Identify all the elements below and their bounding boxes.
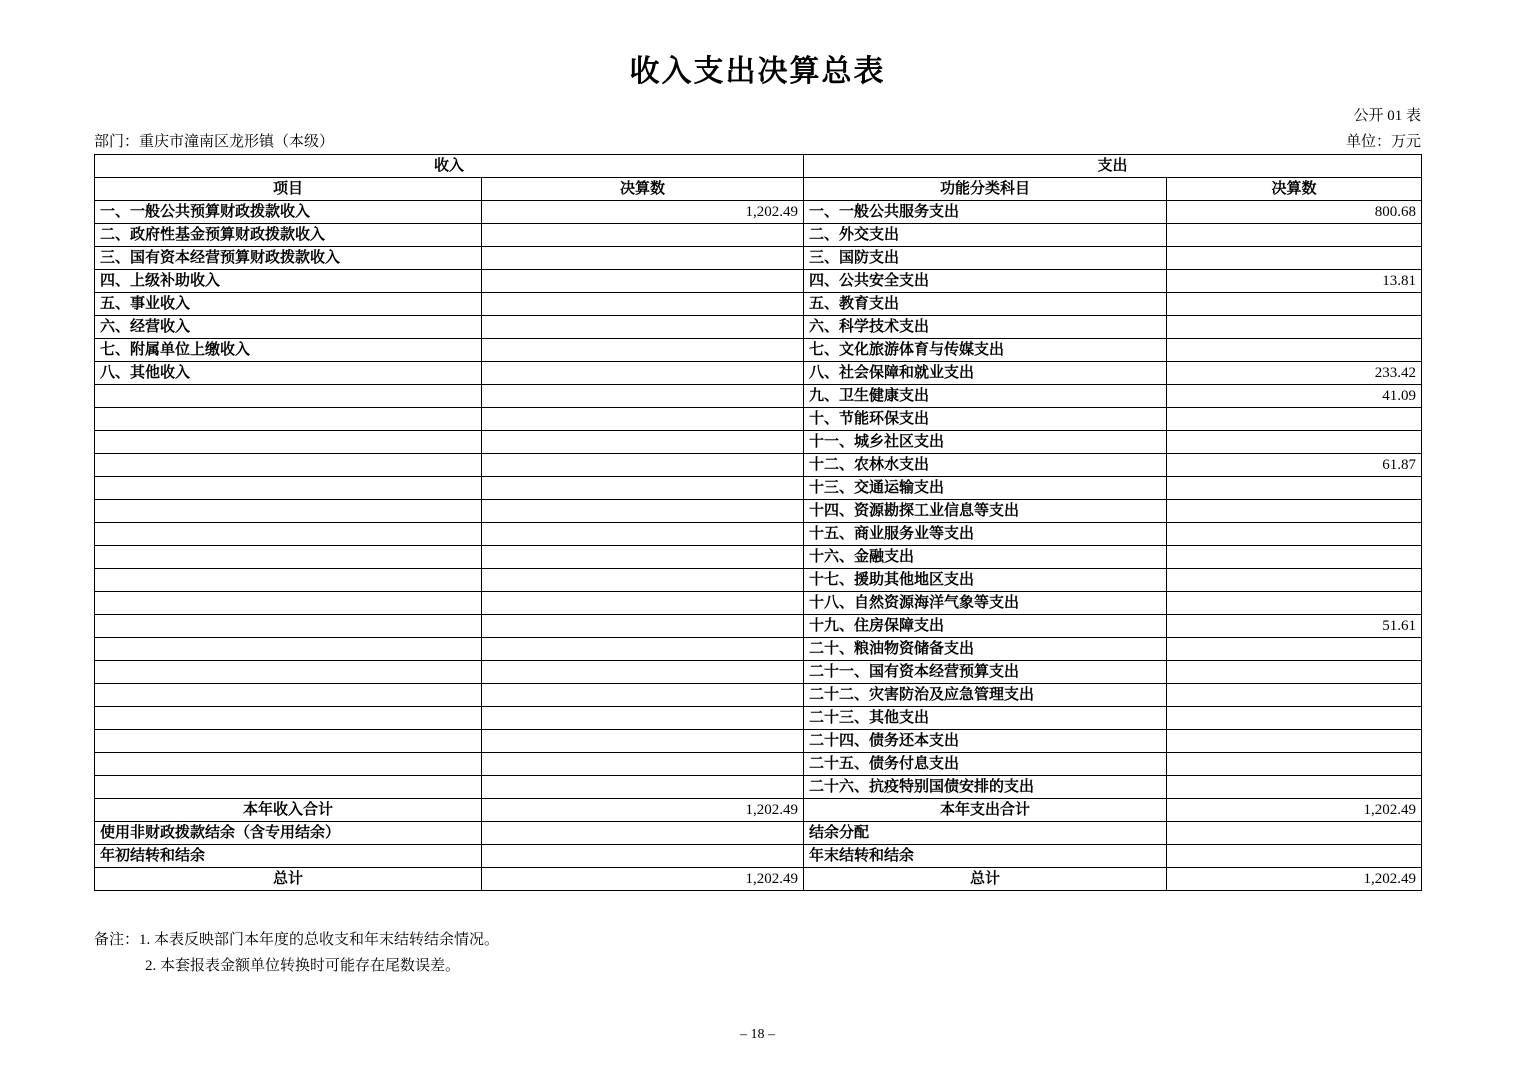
table-row — [95, 661, 1422, 684]
expenditure-item-cell: 二十六、抗疫特别国债安排的支出 — [804, 776, 1167, 799]
notes-label: 备注： — [94, 932, 140, 948]
revenue-amount-cell — [482, 661, 804, 684]
column-header-row — [95, 178, 1422, 201]
expenditure-amount-cell — [1167, 684, 1422, 707]
column-header-amount-2: 决算数 — [1167, 178, 1422, 201]
expenditure-item-cell: 十三、交通运输支出 — [804, 477, 1167, 500]
revenue-amount-cell — [482, 638, 804, 661]
revenue-item-cell — [95, 523, 482, 546]
expenditure-item-cell: 三、国防支出 — [804, 247, 1167, 270]
expenditure-amount-cell — [1167, 408, 1422, 431]
table-code-label: 公开 01 表 — [1353, 108, 1421, 124]
table-row — [95, 730, 1422, 753]
expenditure-amount-cell — [1167, 753, 1422, 776]
expenditure-amount-cell — [1167, 224, 1422, 247]
table-row — [95, 408, 1422, 431]
expenditure-item-cell: 二十四、债务还本支出 — [804, 730, 1167, 753]
expenditure-amount-cell — [1167, 730, 1422, 753]
expenditure-amount-cell — [1167, 546, 1422, 569]
revenue-item-cell — [95, 500, 482, 523]
table-row — [95, 592, 1422, 615]
summary-row — [95, 868, 1422, 891]
revenue-amount-cell — [482, 569, 804, 592]
revenue-item-cell — [95, 454, 482, 477]
table-row — [95, 753, 1422, 776]
page-title: 收入支出决算总表 — [629, 55, 886, 88]
revenue-amount-cell — [482, 523, 804, 546]
revenue-item-cell — [95, 592, 482, 615]
revenue-amount-cell: 1,202.49 — [482, 868, 804, 891]
table-row — [95, 362, 1422, 385]
revenue-amount-cell — [482, 431, 804, 454]
expenditure-amount-cell — [1167, 661, 1422, 684]
revenue-item-cell: 使用非财政拨款结余（含专用结余） — [95, 822, 482, 845]
page-number: – 18 – — [740, 1027, 775, 1042]
expenditure-item-cell: 十六、金融支出 — [804, 546, 1167, 569]
expenditure-item-cell: 十五、商业服务业等支出 — [804, 523, 1167, 546]
revenue-item-cell — [95, 638, 482, 661]
revenue-item-cell — [95, 569, 482, 592]
revenue-item-cell: 七、附属单位上缴收入 — [95, 339, 482, 362]
summary-row — [95, 822, 1422, 845]
table-row — [95, 270, 1422, 293]
note-item-1: 1. 本表反映部门本年度的总收支和年末结转结余情况。 — [139, 932, 500, 948]
table-body — [95, 201, 1422, 891]
expenditure-item-cell: 结余分配 — [804, 822, 1167, 845]
expenditure-item-cell: 九、卫生健康支出 — [804, 385, 1167, 408]
revenue-item-cell — [95, 707, 482, 730]
revenue-item-cell — [95, 385, 482, 408]
revenue-amount-cell — [482, 822, 804, 845]
revenue-amount-cell — [482, 707, 804, 730]
expenditure-amount-cell — [1167, 500, 1422, 523]
expenditure-item-cell: 十四、资源勘探工业信息等支出 — [804, 500, 1167, 523]
expenditure-amount-cell: 1,202.49 — [1167, 868, 1422, 891]
table-row — [95, 431, 1422, 454]
expenditure-item-cell: 年末结转和结余 — [804, 845, 1167, 868]
expenditure-amount-cell: 233.42 — [1167, 362, 1422, 385]
expenditure-amount-cell — [1167, 477, 1422, 500]
revenue-amount-cell — [482, 454, 804, 477]
revenue-amount-cell — [482, 385, 804, 408]
expenditure-item-cell: 六、科学技术支出 — [804, 316, 1167, 339]
expenditure-amount-cell — [1167, 431, 1422, 454]
revenue-amount-cell — [482, 362, 804, 385]
table-row — [95, 293, 1422, 316]
expenditure-item-cell: 七、文化旅游体育与传媒支出 — [804, 339, 1167, 362]
expenditure-item-cell: 十一、城乡社区支出 — [804, 431, 1167, 454]
table-row — [95, 615, 1422, 638]
expenditure-item-cell: 二、外交支出 — [804, 224, 1167, 247]
revenue-amount-cell — [482, 408, 804, 431]
expenditure-item-cell: 二十三、其他支出 — [804, 707, 1167, 730]
table-row — [95, 638, 1422, 661]
table-row — [95, 454, 1422, 477]
expenditure-item-cell: 一、一般公共服务支出 — [804, 201, 1167, 224]
column-header-subject: 功能分类科目 — [804, 178, 1167, 201]
revenue-item-cell — [95, 477, 482, 500]
expenditure-amount-cell: 800.68 — [1167, 201, 1422, 224]
revenue-amount-cell — [482, 546, 804, 569]
revenue-item-cell — [95, 546, 482, 569]
table-row — [95, 684, 1422, 707]
note-line-1 — [94, 927, 1421, 953]
unit-label: 单位：万元 — [1345, 134, 1421, 150]
expenditure-amount-cell: 41.09 — [1167, 385, 1422, 408]
table-row — [95, 569, 1422, 592]
revenue-section-header: 收入 — [95, 155, 804, 178]
revenue-item-cell — [95, 684, 482, 707]
expenditure-amount-cell — [1167, 822, 1422, 845]
expenditure-amount-cell — [1167, 523, 1422, 546]
revenue-item-cell: 五、事业收入 — [95, 293, 482, 316]
revenue-item-cell: 六、经营收入 — [95, 316, 482, 339]
revenue-amount-cell — [482, 615, 804, 638]
revenue-amount-cell — [482, 753, 804, 776]
revenue-amount-cell — [482, 270, 804, 293]
expenditure-amount-cell: 1,202.49 — [1167, 799, 1422, 822]
expenditure-amount-cell — [1167, 776, 1422, 799]
table-row — [95, 477, 1422, 500]
expenditure-item-cell: 十九、住房保障支出 — [804, 615, 1167, 638]
notes-block — [94, 927, 1421, 980]
revenue-amount-cell — [482, 247, 804, 270]
revenue-item-cell — [95, 661, 482, 684]
note-line-2 — [94, 953, 1421, 979]
expenditure-item-cell: 十、节能环保支出 — [804, 408, 1167, 431]
meta-row — [94, 130, 1421, 151]
revenue-item-cell: 四、上级补助收入 — [95, 270, 482, 293]
revenue-amount-cell — [482, 684, 804, 707]
table-row — [95, 385, 1422, 408]
revenue-amount-cell — [482, 293, 804, 316]
revenue-amount-cell — [482, 316, 804, 339]
revenue-amount-cell — [482, 845, 804, 868]
expenditure-amount-cell — [1167, 707, 1422, 730]
table-row — [95, 247, 1422, 270]
expenditure-item-cell: 二十、粮油物资储备支出 — [804, 638, 1167, 661]
revenue-item-cell: 八、其他收入 — [95, 362, 482, 385]
revenue-item-cell — [95, 753, 482, 776]
expenditure-item-cell: 十七、援助其他地区支出 — [804, 569, 1167, 592]
revenue-item-cell: 总计 — [95, 868, 482, 891]
table-row — [95, 546, 1422, 569]
revenue-amount-cell: 1,202.49 — [482, 799, 804, 822]
expenditure-item-cell: 十二、农林水支出 — [804, 454, 1167, 477]
expenditure-amount-cell — [1167, 638, 1422, 661]
revenue-amount-cell — [482, 730, 804, 753]
revenue-amount-cell — [482, 592, 804, 615]
revenue-item-cell: 一、一般公共预算财政拨款收入 — [95, 201, 482, 224]
expenditure-item-cell: 二十一、国有资本经营预算支出 — [804, 661, 1167, 684]
revenue-item-cell: 年初结转和结余 — [95, 845, 482, 868]
revenue-item-cell — [95, 615, 482, 638]
revenue-item-cell — [95, 431, 482, 454]
summary-row — [95, 799, 1422, 822]
expenditure-amount-cell — [1167, 316, 1422, 339]
revenue-item-cell: 本年收入合计 — [95, 799, 482, 822]
department-label: 部门：重庆市潼南区龙形镇（本级） — [94, 134, 335, 150]
table-row — [95, 776, 1422, 799]
expenditure-amount-cell: 61.87 — [1167, 454, 1422, 477]
table-row — [95, 523, 1422, 546]
expenditure-amount-cell: 51.61 — [1167, 615, 1422, 638]
revenue-amount-cell — [482, 477, 804, 500]
table-row — [95, 224, 1422, 247]
revenue-amount-cell: 1,202.49 — [482, 201, 804, 224]
expenditure-amount-cell — [1167, 293, 1422, 316]
table-row — [95, 201, 1422, 224]
expenditure-amount-cell — [1167, 339, 1422, 362]
table-header — [95, 155, 1422, 201]
expenditure-section-header: 支出 — [804, 155, 1422, 178]
note-item-2: 2. 本套报表金额单位转换时可能存在尾数误差。 — [145, 958, 461, 975]
expenditure-item-cell: 五、教育支出 — [804, 293, 1167, 316]
budget-summary-table — [94, 154, 1422, 891]
revenue-amount-cell — [482, 339, 804, 362]
table-row — [95, 316, 1422, 339]
expenditure-item-cell: 十八、自然资源海洋气象等支出 — [804, 592, 1167, 615]
summary-row — [95, 845, 1422, 868]
revenue-amount-cell — [482, 776, 804, 799]
revenue-item-cell: 二、政府性基金预算财政拨款收入 — [95, 224, 482, 247]
column-header-amount: 决算数 — [482, 178, 804, 201]
expenditure-item-cell: 二十五、债务付息支出 — [804, 753, 1167, 776]
revenue-item-cell — [95, 408, 482, 431]
section-header-row — [95, 155, 1422, 178]
expenditure-item-cell: 四、公共安全支出 — [804, 270, 1167, 293]
expenditure-amount-cell — [1167, 569, 1422, 592]
expenditure-amount-cell — [1167, 247, 1422, 270]
table-row — [95, 339, 1422, 362]
expenditure-amount-cell: 13.81 — [1167, 270, 1422, 293]
expenditure-item-cell: 八、社会保障和就业支出 — [804, 362, 1167, 385]
revenue-item-cell — [95, 730, 482, 753]
column-header-item: 项目 — [95, 178, 482, 201]
expenditure-item-cell: 本年支出合计 — [804, 799, 1167, 822]
revenue-amount-cell — [482, 500, 804, 523]
revenue-item-cell — [95, 776, 482, 799]
table-row — [95, 500, 1422, 523]
table-row — [95, 707, 1422, 730]
expenditure-amount-cell — [1167, 592, 1422, 615]
revenue-amount-cell — [482, 224, 804, 247]
expenditure-item-cell: 总计 — [804, 868, 1167, 891]
expenditure-item-cell: 二十二、灾害防治及应急管理支出 — [804, 684, 1167, 707]
expenditure-amount-cell — [1167, 845, 1422, 868]
revenue-item-cell: 三、国有资本经营预算财政拨款收入 — [95, 247, 482, 270]
